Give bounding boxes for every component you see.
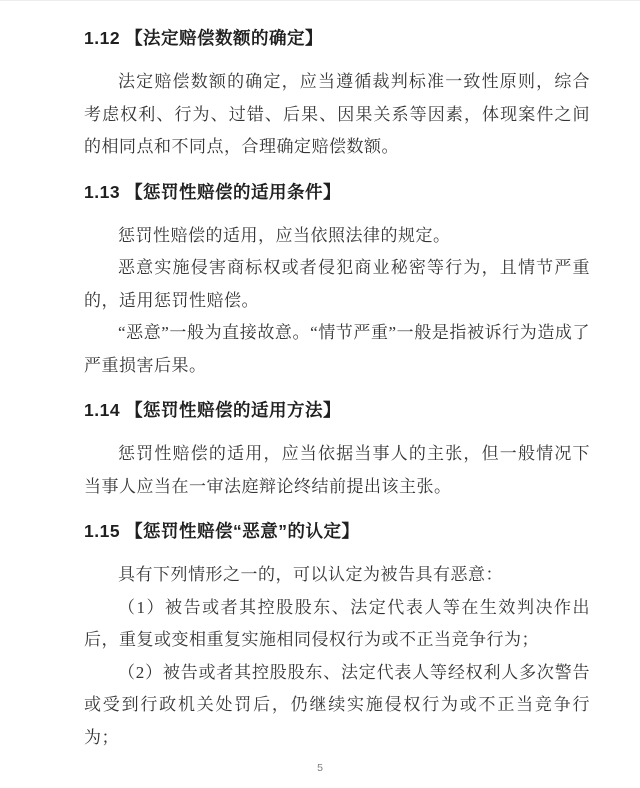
section-1-12: [84, 25, 590, 164]
section-heading: [84, 518, 590, 544]
section-number: 1.13: [84, 181, 121, 202]
section-1-15: [84, 518, 590, 754]
paragraph: 惩罚性赔偿的适用，应当依照法律的规定。: [118, 225, 451, 245]
paragraph: 恶意实施侵害商标权或者侵犯商业秘密等行为，且情节严重的，适用惩罚性赔偿。: [84, 258, 590, 310]
section-heading: [84, 179, 590, 205]
section-1-13: [84, 179, 590, 383]
section-heading: [84, 397, 590, 423]
section-title: 【惩罚性赔偿“恶意”的认定】: [125, 521, 360, 541]
section-1-14: [84, 397, 590, 503]
paragraph: 惩罚性赔偿的适用，应当依据当事人的主张，但一般情况下当事人应当在一审法庭辩论终结前提出该主张。: [84, 444, 590, 496]
section-number: 1.15: [84, 521, 121, 541]
paragraph: （1）被告或者其控股股东、法定代表人等在生效判决作出后，重复或变相重复实施相同侵权行为或不正当竞争行为；: [84, 597, 590, 649]
paragraph: 法定赔偿数额的确定，应当遵循裁判标准一致性原则，综合考虑权利、行为、过错、后果、因果关系等因素，体现案件之间的相同点和不同点，合理确定赔偿数额。: [84, 72, 590, 156]
page-number: 5: [317, 762, 323, 774]
paragraph: （2）被告或者其控股股东、法定代表人等经权利人多次警告或受到行政机关处罚后，仍继续实施侵权行为或不正当竞争行为；: [84, 662, 590, 747]
section-title: 【惩罚性赔偿的适用方法】: [125, 400, 342, 420]
paragraph: 具有下列情形之一的，可以认定为被告具有恶意：: [118, 565, 503, 584]
section-heading: [84, 25, 590, 51]
section-title: 【法定赔偿数额的确定】: [125, 28, 324, 48]
paragraph: “恶意”一般为直接故意。“情节严重”一般是指被诉行为造成了严重损害后果。: [84, 323, 590, 375]
document-page: [0, 1, 640, 788]
section-number: 1.12: [84, 28, 121, 48]
section-number: 1.14: [84, 400, 121, 420]
section-title: 【惩罚性赔偿的适用条件】: [125, 181, 342, 202]
